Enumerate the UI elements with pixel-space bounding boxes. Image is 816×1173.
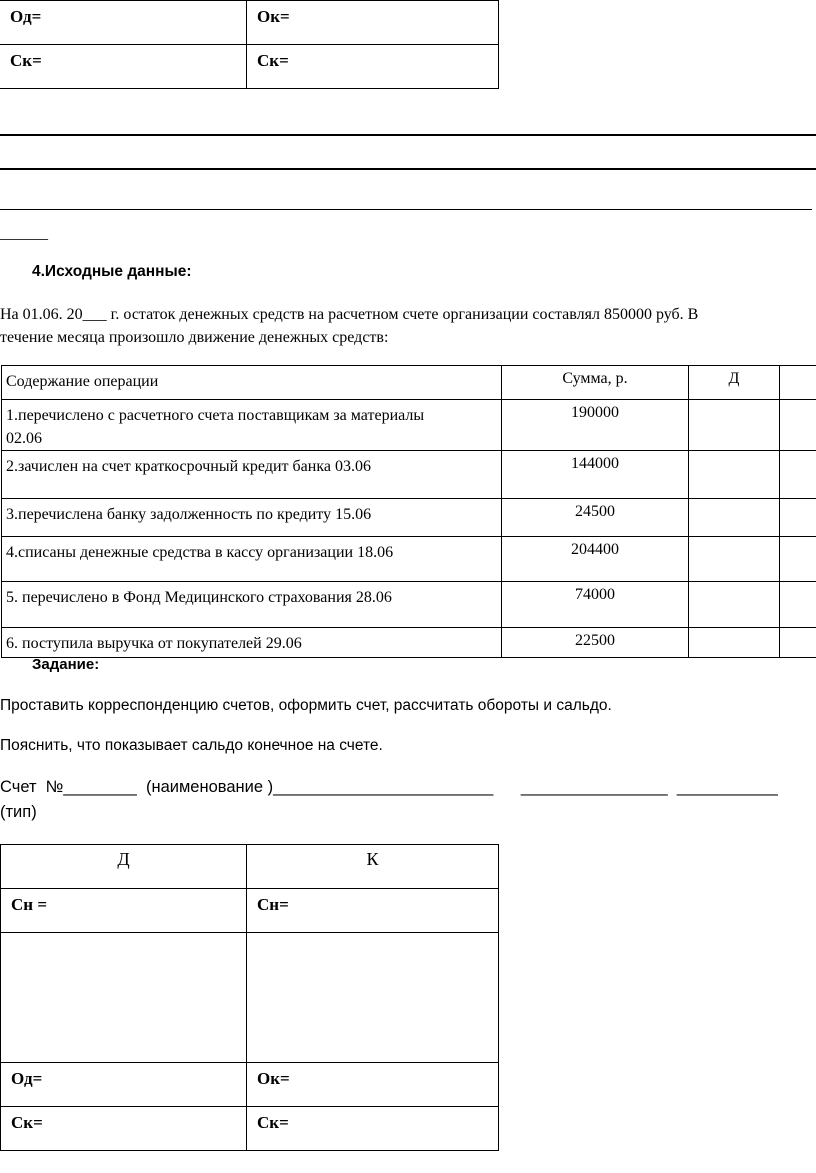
operation-amount: 204400 <box>502 537 689 582</box>
task-line-1: Проставить корреспонденцию счетов, оформить счет, рассчитать обороты и сальдо. <box>0 697 612 714</box>
operation-text: 3.перечислена банку задолженность по кредиту 15.06 <box>2 499 502 537</box>
operation-credit-cell <box>780 628 816 658</box>
operation-debit-cell <box>689 582 780 628</box>
debit-closing-cell: Ск= <box>1 1107 247 1151</box>
debit-turnover-cell: Од= <box>1 1063 247 1107</box>
table-row <box>2 582 816 628</box>
table-row <box>2 628 816 658</box>
operation-text: 5. перечислено в Фонд Медицинского страхования 28.06 <box>2 582 502 628</box>
credit-header: К <box>247 845 499 889</box>
header-debit-full: Д <box>689 366 780 400</box>
task-title: Задание: <box>32 656 100 673</box>
top-debit-closing-cell: Ск= <box>0 45 247 89</box>
table-row <box>2 499 816 537</box>
top-credit-turnover-cell: Ок= <box>247 1 499 45</box>
account-type: (тип) <box>0 803 37 821</box>
operation-debit-cell <box>689 499 780 537</box>
answer-line-2 <box>0 168 816 170</box>
account-line: Счет №________ (наименование )________________________ ________________ ___________ <box>0 778 778 796</box>
operation-amount: 74000 <box>502 582 689 628</box>
operation-text: 1.перечислено с расчетного счета поставщикам за материалы 02.06 <box>2 400 502 451</box>
operation-text: 6. поступила выручка от покупателей 29.06 <box>2 628 502 658</box>
section-title: 4.Исходные данные: <box>32 263 192 280</box>
answer-line-1 <box>0 134 816 136</box>
operation-debit-cell <box>689 628 780 658</box>
header-credit-full <box>780 366 816 400</box>
header-amount-full: Сумма, р. <box>502 366 689 400</box>
header-operation-full: Содержание операции <box>2 366 502 400</box>
operation-credit-cell <box>780 499 816 537</box>
operation-debit-cell <box>689 400 780 451</box>
table-row <box>2 400 816 451</box>
short-underline: ______ <box>0 225 48 242</box>
top-account-table <box>0 0 499 89</box>
operation-amount: 190000 <box>502 400 689 451</box>
operation-text: 4.списаны денежные средства в кассу организации 18.06 <box>2 537 502 582</box>
top-credit-closing-cell: Ск= <box>247 45 499 89</box>
operation-debit-cell <box>689 451 780 499</box>
operation-text: 2.зачислен на счет краткосрочный кредит банка 03.06 <box>2 451 502 499</box>
operation-amount: 24500 <box>502 499 689 537</box>
operation-debit-cell <box>689 537 780 582</box>
operation-amount: 22500 <box>502 628 689 658</box>
debit-opening-cell: Сн = <box>1 889 247 933</box>
operation-amount: 144000 <box>502 451 689 499</box>
top-debit-turnover-cell: Од= <box>0 1 247 45</box>
debit-entries-cell <box>1 933 247 1063</box>
operations-header-row-full <box>2 366 816 400</box>
operation-credit-cell <box>780 537 816 582</box>
task-line-2: Пояснить, что показывает сальдо конечное на счете. <box>0 737 383 754</box>
table-row <box>2 537 816 582</box>
credit-entries-cell <box>247 933 499 1063</box>
credit-closing-cell: Ск= <box>247 1107 499 1151</box>
bottom-account-table <box>0 844 499 1151</box>
intro-line-2: течение месяца произошло движение денежных средств: <box>0 329 389 346</box>
operation-credit-cell <box>780 400 816 451</box>
table-row <box>2 451 816 499</box>
intro-line-1: На 01.06. 20___ г. остаток денежных средств на расчетном счете организации составлял 850000 руб. В <box>0 306 699 323</box>
operations-body-table <box>1 365 816 658</box>
debit-header: Д <box>1 845 247 889</box>
credit-opening-cell: Сн= <box>247 889 499 933</box>
credit-turnover-cell: Ок= <box>247 1063 499 1107</box>
operation-credit-cell <box>780 451 816 499</box>
operation-credit-cell <box>780 582 816 628</box>
answer-line-3 <box>0 209 812 210</box>
